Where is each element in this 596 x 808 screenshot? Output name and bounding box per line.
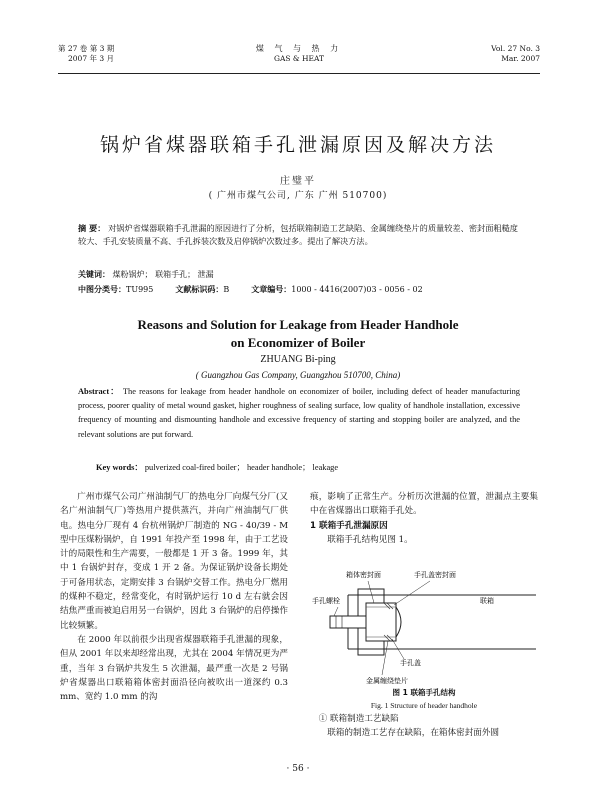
label-cover: 手孔盖: [400, 659, 421, 667]
header-center: [58, 44, 540, 64]
keywords-cn-text: 煤粉锅炉； 联箱手孔； 泄漏: [112, 270, 214, 279]
abstract-cn-label: 摘 要：: [78, 223, 106, 233]
body-paragraph: 广州市煤气公司广州油制气厂的热电分厂向煤气分厂(又名广州油制气厂)等热用户提供蒸汽，并向广州油制气厂供电。热电分厂现有 4 台杭州锅炉厂制造的 NG - 40/39 - M 型中压煤粉锅炉，自 1991 年投产至 1998 年，由于工艺设计的局限性和生产需要，一般都是 1 开 3 备。1999 年，其中 1 台锅炉封存，变成 1 开 2 备。为保证锅炉设备长期处于可备用状态，定期安排 3 台锅炉交替工作。热电分厂燃用的煤种不稳定，经常变化，有时锅炉运行 10 d 左右就会因结焦严重而被迫启用另一台锅炉，因此 3 台锅炉的启停操作比较频繁。: [60, 492, 288, 631]
abstract-en: [78, 385, 520, 442]
article-number: 文章编号：1000 - 4416(2007)03 - 0056 - 02: [251, 285, 423, 294]
figure-handhole-structure: [310, 563, 538, 703]
body-paragraph: 联箱的制造工艺存在缺陷，在箱体密封面外圆: [327, 728, 500, 739]
header-vol-issue-en: Vol. 27 No. 3: [491, 44, 540, 53]
running-header: [58, 44, 540, 74]
figure-caption-en: Fig. 1 Structure of header handhole: [370, 701, 478, 710]
label-header: 联箱: [480, 597, 494, 605]
body-paragraph: 联箱手孔结构见图 1。: [327, 534, 413, 545]
handhole-diagram: [310, 563, 538, 687]
keywords-cn-label: 关键词：: [78, 270, 110, 279]
abstract-en-label: Abstract：: [78, 387, 120, 396]
label-seal-cover: 手孔盖密封面: [414, 571, 456, 579]
abstract-cn: [78, 222, 518, 248]
body-right-column: [310, 490, 538, 547]
label-bolt: 手孔螺栓: [312, 597, 340, 605]
article-title-cn: 锅炉省煤器联箱手孔泄漏原因及解决方法: [99, 134, 496, 156]
keywords-en: [96, 461, 516, 473]
affiliation-en: ( Guangzhou Gas Company, Guangzhou 510700, China): [195, 370, 401, 380]
author-cn: 庄璧平: [280, 176, 316, 187]
keywords-cn: [78, 269, 518, 280]
abstract-cn-text: 对锅炉省煤器联箱手孔泄漏的原因进行了分析，包括联箱制造工艺缺陷、金属缠绕垫片的质量较差、密封面粗糙度较大、手孔安装质量不高、手孔拆装次数及启停锅炉次数过多。提出了解决方法。: [78, 223, 518, 246]
header-journal-cn: 煤 气 与 热 力: [255, 44, 343, 53]
header-journal-en: GAS & HEAT: [273, 54, 324, 63]
classification-row: [78, 284, 518, 295]
article-title-en: [0, 316, 596, 352]
title-en-line1: Reasons and Solution for Leakage from Header Handhole: [137, 317, 459, 332]
abstract-en-text: The reasons for leakage from header handhole on economizer of boiler, including defect of header manufacturing process, poorer quality of metal wound gasket, higher roughness of sealing surface, low quality of handhole installation, excessive frequency of mounting and dismounting handhole and excessive frequency of starting and stopping boiler are analyzed, and the relevant solutions are put forward.: [78, 387, 520, 439]
header-vol-issue-cn: 第 27 卷 第 3 期: [58, 44, 115, 53]
author-en: ZHUANG Bi-ping: [260, 354, 336, 365]
header-date-cn: 2007 年 3 月: [68, 54, 115, 63]
subsection-heading: ① 联箱制造工艺缺陷: [318, 714, 399, 724]
affiliation-cn: ( 广州市煤气公司, 广东 广州 510700): [208, 191, 388, 201]
keywords-en-label: Key words：: [96, 463, 143, 472]
body-left-column: [60, 490, 288, 704]
body-paragraph: 痕，影响了正常生产。分析历次泄漏的位置，泄漏点主要集中在省煤器出口联箱手孔处。: [310, 492, 538, 517]
label-gasket: 金属缠绕垫片: [366, 677, 408, 685]
keywords-en-text: pulverized coal-fired boiler； header handhole； leakage: [144, 463, 339, 472]
header-date-en: Mar. 2007: [501, 54, 540, 63]
label-seal-box: 箱体密封面: [346, 571, 381, 579]
title-en-line2: on Economizer of Boiler: [230, 335, 366, 350]
clc-number: 中图分类号：TU995: [78, 285, 154, 294]
page-number: · 56 ·: [286, 764, 310, 774]
section-heading: 1 联箱手孔泄漏原因: [310, 520, 388, 531]
header-right: [491, 44, 540, 64]
body-paragraph: 在 2000 年以前很少出现省煤器联箱手孔泄漏的现象，但从 2001 年以来却经常出现，尤其在 2004 年情况更为严重，当年 3 台锅炉共发生 5 次泄漏，最严重一次是 2 号锅炉省煤器出口联箱箱体密封面沿径向被吹出一道深约 0.3 mm、宽约 1.0 mm 的沟: [60, 634, 288, 703]
body-right-column-lower: [310, 712, 538, 741]
figure-caption-cn: 图 1 联箱手孔结构: [392, 688, 456, 697]
doc-code: 文献标识码：B: [175, 285, 230, 294]
